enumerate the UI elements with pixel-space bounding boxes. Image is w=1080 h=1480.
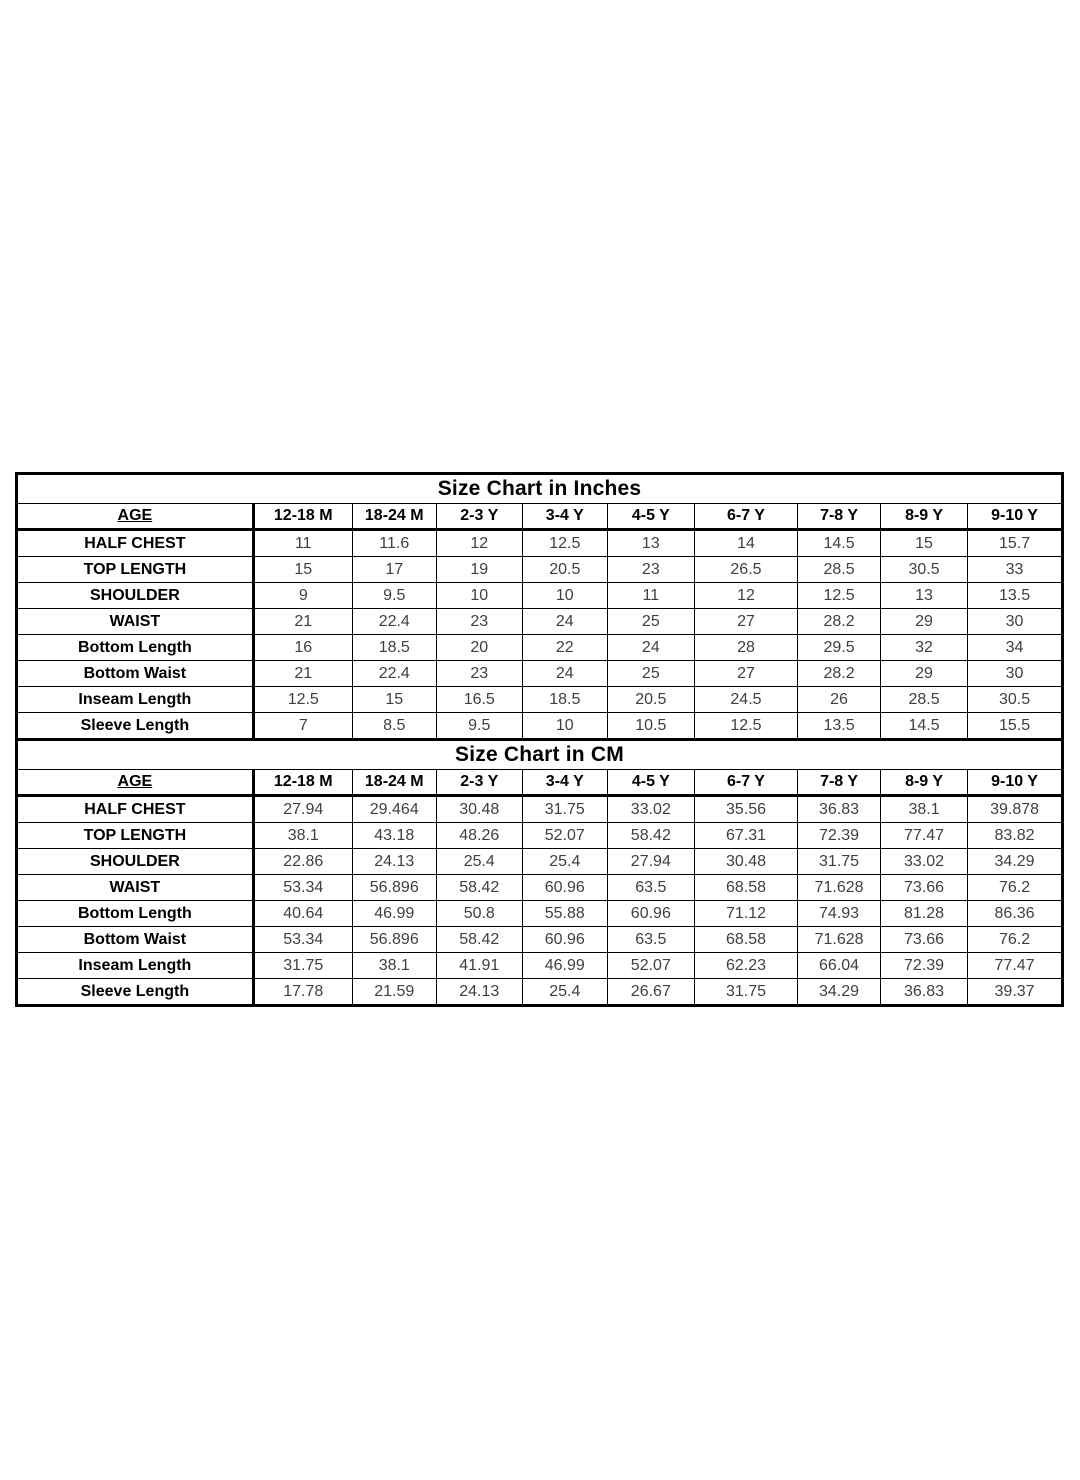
measurement-row [18, 635, 1061, 661]
measurement-value: 28.2 [798, 661, 881, 687]
measurement-value: 9 [255, 583, 353, 609]
measurement-value: 60.96 [523, 927, 608, 953]
measurement-label: Bottom Length [18, 901, 255, 927]
inches-table-title: Size Chart in Inches [18, 475, 1061, 504]
measurement-value: 23 [437, 609, 523, 635]
measurement-value: 25 [608, 661, 695, 687]
measurement-value: 71.628 [798, 875, 881, 901]
measurement-value: 20.5 [608, 687, 695, 713]
measurement-value: 18.5 [353, 635, 437, 661]
measurement-value: 35.56 [695, 797, 798, 823]
measurement-label: Bottom Waist [18, 927, 255, 953]
age-column-header: 4-5 Y [608, 504, 695, 531]
age-column-header: 3-4 Y [523, 770, 608, 797]
age-column-header: 4-5 Y [608, 770, 695, 797]
measurement-value: 43.18 [353, 823, 437, 849]
measurement-value: 23 [608, 557, 695, 583]
measurement-value: 18.5 [523, 687, 608, 713]
measurement-value: 19 [437, 557, 523, 583]
measurement-value: 77.47 [881, 823, 968, 849]
measurement-label: Inseam Length [18, 953, 255, 979]
measurement-value: 53.34 [255, 875, 353, 901]
measurement-value: 30.5 [881, 557, 968, 583]
measurement-value: 25.4 [523, 979, 608, 1004]
measurement-row [18, 849, 1061, 875]
measurement-value: 17.78 [255, 979, 353, 1004]
age-header-cell [18, 770, 255, 797]
measurement-value: 21 [255, 661, 353, 687]
measurement-value: 10.5 [608, 713, 695, 738]
measurement-label: Bottom Length [18, 635, 255, 661]
measurement-value: 12.5 [798, 583, 881, 609]
measurement-value: 13.5 [968, 583, 1061, 609]
measurement-value: 58.42 [437, 875, 523, 901]
measurement-value: 73.66 [881, 927, 968, 953]
measurement-value: 11 [255, 531, 353, 557]
measurement-value: 60.96 [523, 875, 608, 901]
measurement-value: 12.5 [523, 531, 608, 557]
measurement-value: 11 [608, 583, 695, 609]
measurement-value: 22.4 [353, 609, 437, 635]
measurement-value: 16.5 [437, 687, 523, 713]
measurement-value: 17 [353, 557, 437, 583]
age-column-header: 12-18 M [255, 770, 353, 797]
measurement-value: 31.75 [523, 797, 608, 823]
measurement-value: 21 [255, 609, 353, 635]
measurement-value: 31.75 [695, 979, 798, 1004]
measurement-value: 10 [437, 583, 523, 609]
measurement-label: TOP LENGTH [18, 823, 255, 849]
measurement-value: 13 [881, 583, 968, 609]
measurement-row [18, 609, 1061, 635]
measurement-value: 38.1 [881, 797, 968, 823]
measurement-value: 58.42 [437, 927, 523, 953]
measurement-value: 14.5 [881, 713, 968, 738]
measurement-value: 30 [968, 661, 1061, 687]
measurement-value: 32 [881, 635, 968, 661]
measurement-value: 15 [881, 531, 968, 557]
measurement-label: WAIST [18, 875, 255, 901]
measurement-value: 39.37 [994, 982, 1035, 1000]
measurement-value: 28.5 [798, 557, 881, 583]
measurement-value: 24.13 [353, 849, 437, 875]
age-column-header: 8-9 Y [881, 770, 968, 797]
measurement-value: 73.66 [881, 875, 968, 901]
age-column-header: 8-9 Y [881, 504, 968, 531]
measurement-value: 27 [695, 661, 798, 687]
measurement-value: 48.26 [437, 823, 523, 849]
measurement-value: 23 [437, 661, 523, 687]
measurement-label: Sleeve Length [18, 979, 255, 1004]
measurement-value: 76.2 [968, 875, 1061, 901]
measurement-row [18, 875, 1061, 901]
measurement-value: 8.5 [353, 713, 437, 738]
measurement-value: 16 [255, 635, 353, 661]
measurement-value: 12 [695, 583, 798, 609]
measurement-row [18, 979, 1061, 1004]
measurement-row [18, 687, 1061, 713]
measurement-row [18, 823, 1061, 849]
measurement-row [18, 661, 1061, 687]
measurement-value: 31.75 [798, 849, 881, 875]
measurement-value: 29 [881, 609, 968, 635]
measurement-row [18, 531, 1061, 557]
measurement-value: 58.42 [608, 823, 695, 849]
measurement-value: 25 [608, 609, 695, 635]
measurement-value: 13.5 [798, 713, 881, 738]
measurement-value: 38.1 [353, 953, 437, 979]
measurement-value: 33.02 [608, 797, 695, 823]
measurement-value: 40.64 [255, 901, 353, 927]
measurement-value: 72.39 [881, 953, 968, 979]
measurement-value: 30.48 [437, 797, 523, 823]
measurement-value: 76.2 [968, 927, 1061, 953]
measurement-value: 83.82 [968, 823, 1061, 849]
measurement-label: SHOULDER [18, 849, 255, 875]
age-header-row [18, 770, 1061, 797]
measurement-value: 68.58 [695, 927, 798, 953]
measurement-value: 24 [523, 609, 608, 635]
age-column-header: 18-24 M [353, 504, 437, 531]
measurement-value: 15 [353, 687, 437, 713]
measurement-label: Sleeve Length [18, 713, 255, 738]
measurement-value: 53.34 [255, 927, 353, 953]
measurement-value: 60.96 [608, 901, 695, 927]
age-column-header: 3-4 Y [523, 504, 608, 531]
age-column-header: 6-7 Y [695, 770, 798, 797]
measurement-value: 30.48 [695, 849, 798, 875]
measurement-value: 27 [695, 609, 798, 635]
measurement-value: 55.88 [523, 901, 608, 927]
age-header-row [18, 504, 1061, 531]
measurement-value: 15 [255, 557, 353, 583]
measurement-value: 41.91 [437, 953, 523, 979]
measurement-value: 20.5 [523, 557, 608, 583]
measurement-row [18, 953, 1061, 979]
measurement-value: 77.47 [968, 953, 1061, 979]
measurement-value: 29.464 [353, 797, 437, 823]
measurement-label: Inseam Length [18, 687, 255, 713]
measurement-value: 9.5 [437, 713, 523, 738]
measurement-value: 28.5 [881, 687, 968, 713]
measurement-value: 39.878 [968, 797, 1061, 823]
measurement-value: 29.5 [798, 635, 881, 661]
measurement-value: 36.83 [881, 979, 968, 1004]
age-column-header: 6-7 Y [695, 504, 798, 531]
age-column-header: 7-8 Y [798, 770, 881, 797]
measurement-value: 12 [437, 531, 523, 557]
measurement-label: HALF CHEST [18, 531, 255, 557]
measurement-value: 24.5 [695, 687, 798, 713]
cm-table-title: Size Chart in CM [18, 741, 1061, 770]
table-title-row [18, 741, 1061, 770]
size-chart-inches-table [18, 475, 1061, 738]
age-column-header: 9-10 Y [968, 770, 1061, 797]
measurement-value: 33.02 [881, 849, 968, 875]
age-header-cell [18, 504, 255, 531]
measurement-label: Bottom Waist [18, 661, 255, 687]
age-column-header: 2-3 Y [437, 770, 523, 797]
measurement-value: 81.28 [881, 901, 968, 927]
measurement-label: TOP LENGTH [18, 557, 255, 583]
measurement-value: 24.13 [437, 979, 523, 1004]
measurement-value: 86.36 [968, 901, 1061, 927]
measurement-value: 24 [608, 635, 695, 661]
measurement-label: SHOULDER [18, 583, 255, 609]
measurement-value: 63.5 [608, 927, 695, 953]
measurement-value: 33 [968, 557, 1061, 583]
measurement-row [18, 557, 1061, 583]
measurement-value: 46.99 [523, 953, 608, 979]
measurement-value: 30.5 [968, 687, 1061, 713]
measurement-value: 25.4 [437, 849, 523, 875]
measurement-value: 62.23 [695, 953, 798, 979]
measurement-value: 14 [695, 531, 798, 557]
measurement-value: 25.4 [523, 849, 608, 875]
measurement-value: 27.94 [255, 797, 353, 823]
measurement-value: 38.1 [255, 823, 353, 849]
measurement-value: 31.75 [255, 953, 353, 979]
age-column-header: 7-8 Y [798, 504, 881, 531]
measurement-value: 22.4 [353, 661, 437, 687]
measurement-value: 12.5 [695, 713, 798, 738]
measurement-value: 66.04 [798, 953, 881, 979]
measurement-value: 34.29 [798, 979, 881, 1004]
measurement-value: 68.58 [695, 875, 798, 901]
measurement-value: 28.2 [798, 609, 881, 635]
measurement-value: 74.93 [798, 901, 881, 927]
measurement-value: 22.86 [255, 849, 353, 875]
measurement-value: 26.5 [695, 557, 798, 583]
measurement-value: 20 [437, 635, 523, 661]
measurement-value: 34.29 [968, 849, 1061, 875]
measurement-value: 10 [523, 583, 608, 609]
measurement-value: 63.5 [608, 875, 695, 901]
measurement-value: 24 [523, 661, 608, 687]
measurement-row [18, 583, 1061, 609]
measurement-value: 34 [968, 635, 1061, 661]
measurement-value: 56.896 [353, 927, 437, 953]
table-title-row [18, 475, 1061, 504]
measurement-value: 46.99 [353, 901, 437, 927]
age-column-header: 18-24 M [353, 770, 437, 797]
measurement-value: 67.31 [695, 823, 798, 849]
measurement-value: 15.7 [968, 531, 1061, 557]
measurement-row [18, 713, 1061, 738]
measurement-value: 14.5 [798, 531, 881, 557]
measurement-value: 27.94 [608, 849, 695, 875]
measurement-value: 9.5 [353, 583, 437, 609]
measurement-value: 22 [523, 635, 608, 661]
age-header-label: AGE [117, 507, 153, 524]
measurement-value: 11.6 [353, 531, 437, 557]
measurement-value: 26.67 [608, 979, 695, 1004]
measurement-row [18, 797, 1061, 823]
measurement-value: 7 [255, 713, 353, 738]
age-column-header: 2-3 Y [437, 504, 523, 531]
measurement-value: 72.39 [798, 823, 881, 849]
size-chart-container [15, 472, 1064, 1007]
age-column-header: 9-10 Y [968, 504, 1061, 531]
measurement-value: 21.59 [353, 979, 437, 1004]
measurement-value: 52.07 [523, 823, 608, 849]
measurement-value: 12.5 [255, 687, 353, 713]
measurement-label: WAIST [18, 609, 255, 635]
measurement-value: 36.83 [798, 797, 881, 823]
measurement-row [18, 927, 1061, 953]
measurement-value: 71.12 [695, 901, 798, 927]
measurement-value: 71.628 [798, 927, 881, 953]
measurement-label: HALF CHEST [18, 797, 255, 823]
measurement-value: 52.07 [608, 953, 695, 979]
measurement-value: 26 [798, 687, 881, 713]
age-header-label: AGE [117, 773, 153, 790]
measurement-value: 50.8 [437, 901, 523, 927]
measurement-value: 30 [968, 609, 1061, 635]
size-chart-cm-table [18, 738, 1061, 1004]
measurement-value: 29 [881, 661, 968, 687]
measurement-value: 15.5 [998, 716, 1031, 734]
measurement-value: 28 [695, 635, 798, 661]
measurement-value: 10 [523, 713, 608, 738]
measurement-row [18, 901, 1061, 927]
measurement-value: 56.896 [353, 875, 437, 901]
measurement-value: 13 [608, 531, 695, 557]
age-column-header: 12-18 M [255, 504, 353, 531]
